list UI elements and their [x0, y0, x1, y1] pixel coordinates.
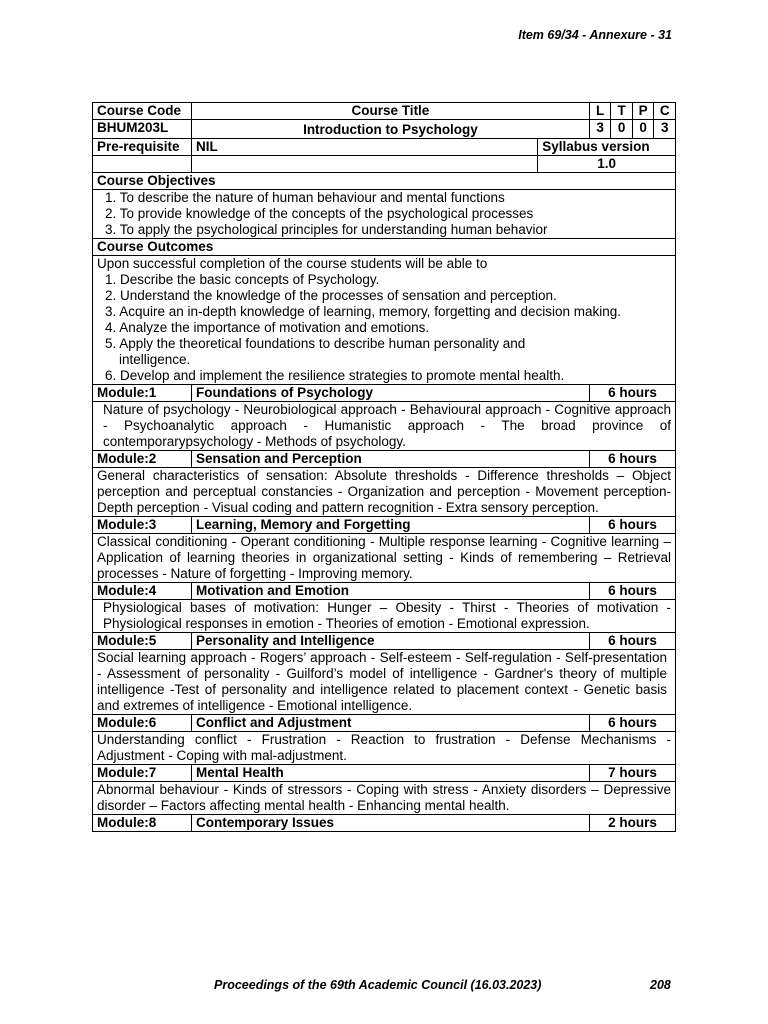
module-header-row — [93, 385, 676, 402]
module-content-row — [93, 402, 676, 451]
prerequisite-label: Pre-requisite — [93, 139, 192, 156]
module-header-row — [93, 583, 676, 600]
module-content: Abnormal behaviour - Kinds of stressors - Coping with stress - Anxiety disorders – Depressive disorder – Factors affecting mental health - Enhancing mental health. — [93, 782, 676, 815]
module-title: Learning, Memory and Forgetting — [191, 517, 589, 534]
module-content: Nature of psychology - Neurobiological approach - Behavioural approach - Cognitive approach - Psychoanalytic approach - Humanistic approach - The broad province of contemporarypsychology - Methods of psychology. — [93, 402, 676, 451]
objective-item: 3. To apply the psychological principles for understanding human behavior — [105, 222, 548, 237]
page-number: 208 — [650, 978, 671, 992]
module-label: Module:7 — [93, 765, 192, 782]
module-title: Sensation and Perception — [191, 451, 589, 468]
course-header-row — [93, 103, 676, 120]
course-title: Introduction to Psychology — [191, 120, 589, 139]
outcome-item: 5. Apply the theoretical foundations to describe human personality and intelligence. — [105, 336, 526, 367]
module-label: Module:4 — [93, 583, 192, 600]
module-label: Module:2 — [93, 451, 192, 468]
module-label: Module:1 — [93, 385, 192, 402]
ltpc-label-t: T — [611, 103, 633, 120]
module-header-row — [93, 633, 676, 650]
module-header-row — [93, 815, 676, 832]
ltpc-value-t: 0 — [611, 120, 633, 139]
module-title: Mental Health — [191, 765, 589, 782]
module-title: Conflict and Adjustment — [191, 715, 589, 732]
module-title: Motivation and Emotion — [191, 583, 589, 600]
ltpc-value-l: 3 — [589, 120, 611, 139]
syllabus-version-value: 1.0 — [538, 156, 676, 173]
module-hours: 2 hours — [589, 815, 675, 832]
module-content: Understanding conflict - Frustration - Reaction to frustration - Defense Mechanisms - Adjustment - Coping with mal-adjustment. — [93, 732, 676, 765]
prerequisite-row — [93, 139, 676, 156]
module-header-row — [93, 451, 676, 468]
module-content-row — [93, 782, 676, 815]
module-hours: 6 hours — [589, 715, 675, 732]
proceedings-footer: Proceedings of the 69th Academic Council (16.03.2023) — [214, 978, 542, 992]
outcomes-intro: Upon successful completion of the course students will be able to — [97, 256, 488, 271]
module-content: Social learning approach - Rogers’ approach - Self-esteem - Self-regulation - Self-presentation - Assessment of personality - Guilford’s model of intelligence - Gardner's theory of multiple intelligence -Test of personality and intelligence related to placement context - Genetic basis and extremes of intelligence - Emotional intelligence. — [93, 650, 676, 715]
module-header-row — [93, 715, 676, 732]
syllabus-version-label: Syllabus version — [538, 139, 676, 156]
module-label: Module:5 — [93, 633, 192, 650]
module-hours: 6 hours — [589, 517, 675, 534]
objective-item: 2. To provide knowledge of the concepts of the psychological processes — [105, 206, 534, 221]
objectives-heading: Course Objectives — [93, 173, 676, 190]
course-code: BHUM203L — [93, 120, 192, 139]
module-content: Physiological bases of motivation: Hunger – Obesity - Thirst - Theories of motivation - Physiological responses in emotion - Theories of emotion - Emotional expression. — [93, 600, 676, 633]
ltpc-label-p: P — [632, 103, 654, 120]
module-header-row — [93, 765, 676, 782]
ltpc-label-c: C — [654, 103, 676, 120]
outcome-item: 2. Understand the knowledge of the processes of sensation and perception. — [105, 288, 557, 303]
annexure-header: Item 69/34 - Annexure - 31 — [518, 28, 672, 42]
objectives-heading-row — [93, 173, 676, 190]
module-content: Classical conditioning - Operant conditioning - Multiple response learning - Cognitive learning – Application of learning theories in organizational setting - Kinds of remembering – Retrieval processes - Nature of forgetting - Improving memory. — [93, 534, 676, 583]
outcomes-heading: Course Outcomes — [93, 239, 676, 256]
module-title: Contemporary Issues — [191, 815, 589, 832]
ltpc-label-l: L — [589, 103, 611, 120]
outcome-item: 6. Develop and implement the resilience strategies to promote mental health. — [105, 368, 565, 383]
outcome-item: 3. Acquire an in-depth knowledge of learning, memory, forgetting and decision making. — [105, 304, 622, 319]
course-info-row — [93, 120, 676, 139]
module-content-row — [93, 732, 676, 765]
module-content: General characteristics of sensation: Absolute thresholds - Difference thresholds – Object perception and perceptual constancies - Organization and perception - Movement perception- Depth perception - Visual coding and pattern recognition - Extra sensory perception. — [93, 468, 676, 517]
outcome-item: 1. Describe the basic concepts of Psychology. — [105, 272, 380, 287]
outcome-item: 4. Analyze the importance of motivation and emotions. — [105, 320, 430, 335]
course-title-label: Course Title — [191, 103, 589, 120]
module-hours: 6 hours — [589, 385, 675, 402]
module-hours: 6 hours — [589, 583, 675, 600]
module-hours: 6 hours — [589, 633, 675, 650]
outcomes-heading-row — [93, 239, 676, 256]
module-content-row — [93, 534, 676, 583]
module-content-row — [93, 468, 676, 517]
module-hours: 7 hours — [589, 765, 675, 782]
ltpc-value-c: 3 — [654, 120, 676, 139]
module-label: Module:8 — [93, 815, 192, 832]
module-label: Module:3 — [93, 517, 192, 534]
course-code-label: Course Code — [93, 103, 192, 120]
objectives-row — [93, 190, 676, 239]
objective-item: 1. To describe the nature of human behaviour and mental functions — [105, 190, 505, 205]
syllabus-version-row — [93, 156, 676, 173]
module-header-row — [93, 517, 676, 534]
syllabus-table — [92, 102, 676, 832]
prerequisite-value: NIL — [191, 139, 537, 156]
module-title: Foundations of Psychology — [191, 385, 589, 402]
module-content-row — [93, 600, 676, 633]
module-hours: 6 hours — [589, 451, 675, 468]
module-title: Personality and Intelligence — [191, 633, 589, 650]
ltpc-value-p: 0 — [632, 120, 654, 139]
module-content-row — [93, 650, 676, 715]
module-label: Module:6 — [93, 715, 192, 732]
outcomes-row — [93, 256, 676, 385]
